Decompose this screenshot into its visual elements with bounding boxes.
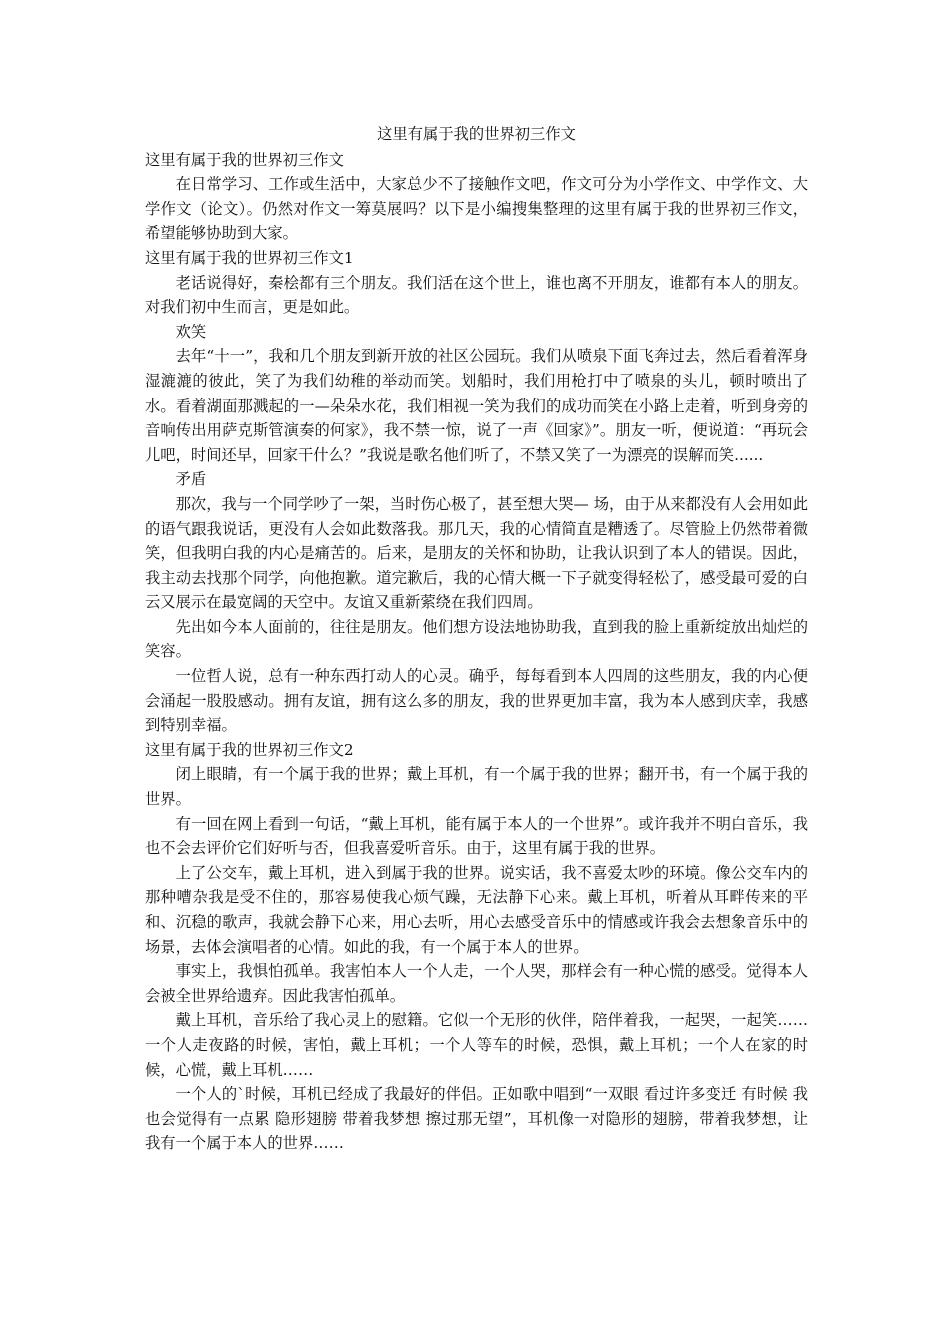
section-label: 矛盾 (175, 470, 207, 489)
paragraph: 闭上眼睛，有一个属于我的世界；戴上耳机，有一个属于我的世界；翻开书，有一个属于我的世界。 (145, 765, 808, 809)
essay-1-heading: 这里有属于我的世界初三作文1 (145, 248, 354, 267)
paragraph: 一个人的`时候，耳机已经成了我最好的伴侣。正如歌中唱到“一双眼 看过许多变迁 有时候 我也会觉得有一点累 隐形翅膀 带着我梦想 擦过那无望”，耳机像一对隐形的翅膀，带着我梦想，让我有一个属于本人的世界…… (145, 1085, 808, 1153)
document-title: 这里有属于我的世界初三作文 (377, 125, 576, 143)
paragraph: 戴上耳机，音乐给了我心灵上的慰籍。它似一个无形的伙伴，陪伴着我，一起哭，一起笑……一个人走夜路的时候，害怕，戴上耳机；一个人等车的时候，恐惧，戴上耳机；一个人在家的时候，心慌，戴上耳机…… (145, 1011, 808, 1079)
paragraph: 先出如今本人面前的，往往是朋友。他们想方设法地协助我，直到我的脸上重新绽放出灿烂的笑容。 (145, 617, 808, 661)
paragraph: 老话说得好，秦桧都有三个朋友。我们活在这个世上，谁也离不开朋友，谁都有本人的朋友。对我们初中生而言，更是如此。 (145, 273, 808, 317)
paragraph: 有一回在网上看到一句话，“戴上耳机，能有属于本人的一个世界”。或许我并不明白音乐，我也不会去评价它们好听与否，但我喜爱听音乐。由于，这里有属于我的世界。 (145, 814, 808, 858)
paragraph: 一位哲人说，总有一种东西打动人的心灵。确乎，每每看到本人四周的这些朋友，我的内心便会涌起一股股感动。拥有友谊，拥有这么多的朋友，我的世界更加丰富，我为本人感到庆幸，我感到特别幸福。 (145, 667, 808, 735)
intro-heading: 这里有属于我的世界初三作文 (145, 150, 344, 169)
paragraph: 那次，我与一个同学吵了一架，当时伤心极了，甚至想大哭— 场，由于从来都没有人会用如此的语气跟我说话，更没有人会如此数落我。那几天，我的心情简直是糟透了。尽管脸上仍然带着微笑，但我明白我的内心是痛苦的。后来，是朋友的关怀和协助，让我认识到了本人的错误。因此，我主动去找那个同学，向他抱歉。道完歉后，我的心情大概一下子就变得轻松了，感受最可爱的白云又展示在最宽阔的天空中。友谊又重新萦绕在我们四周。 (145, 494, 808, 612)
paragraph: 去年“十一”，我和几个朋友到新开放的社区公园玩。我们从喷泉下面飞奔过去，然后看着浑身湿漉漉的彼此，笑了为我们幼稚的举动而笑。划船时，我们用枪打中了喷泉的头儿，顿时喷出了水。看着湖面那溅起的一—朵朵水花，我们相视一笑为我们的成功而笑在小路上走着，听到身旁的音响传出用萨克斯管演奏的何家》，我不禁一惊，说了一声《回家》”。朋友一听，便说道：“再玩会儿吧，时间还早，回家干什么？”我说是歌名他们听了，不禁又笑了一为漂亮的误解而笑...... (145, 347, 808, 464)
paragraph: 事实上，我惧怕孤单。我害怕本人一个人走，一个人哭，那样会有一种心慌的感受。觉得本人会被全世界给遗弃。因此我害怕孤单。 (145, 962, 808, 1005)
paragraph: 在日常学习、工作或生活中，大家总少不了接触作文吧，作文可分为小学作文、中学作文、大学作文（论文）。仍然对作文一筹莫展吗？以下是小编搜集整理的这里有属于我的世界初三作文，希望能够协助到大家。 (145, 175, 808, 243)
section-label: 欢笑 (175, 322, 207, 341)
essay-2-heading: 这里有属于我的世界初三作文2 (145, 740, 354, 759)
paragraph: 上了公交车，戴上耳机，进入到属于我的世界。说实话，我不喜爱太吵的环境。像公交车内的那种嘈杂我是受不住的，那容易使我心烦气躁，无法静下心来。戴上耳机，听着从耳畔传来的平和、沉稳的歌声，我就会静下心来，用心去听，用心去感受音乐中的情感或许我会去想象音乐中的场景，去体会演唱者的心情。如此的我，有一个属于本人的世界。 (145, 863, 808, 956)
